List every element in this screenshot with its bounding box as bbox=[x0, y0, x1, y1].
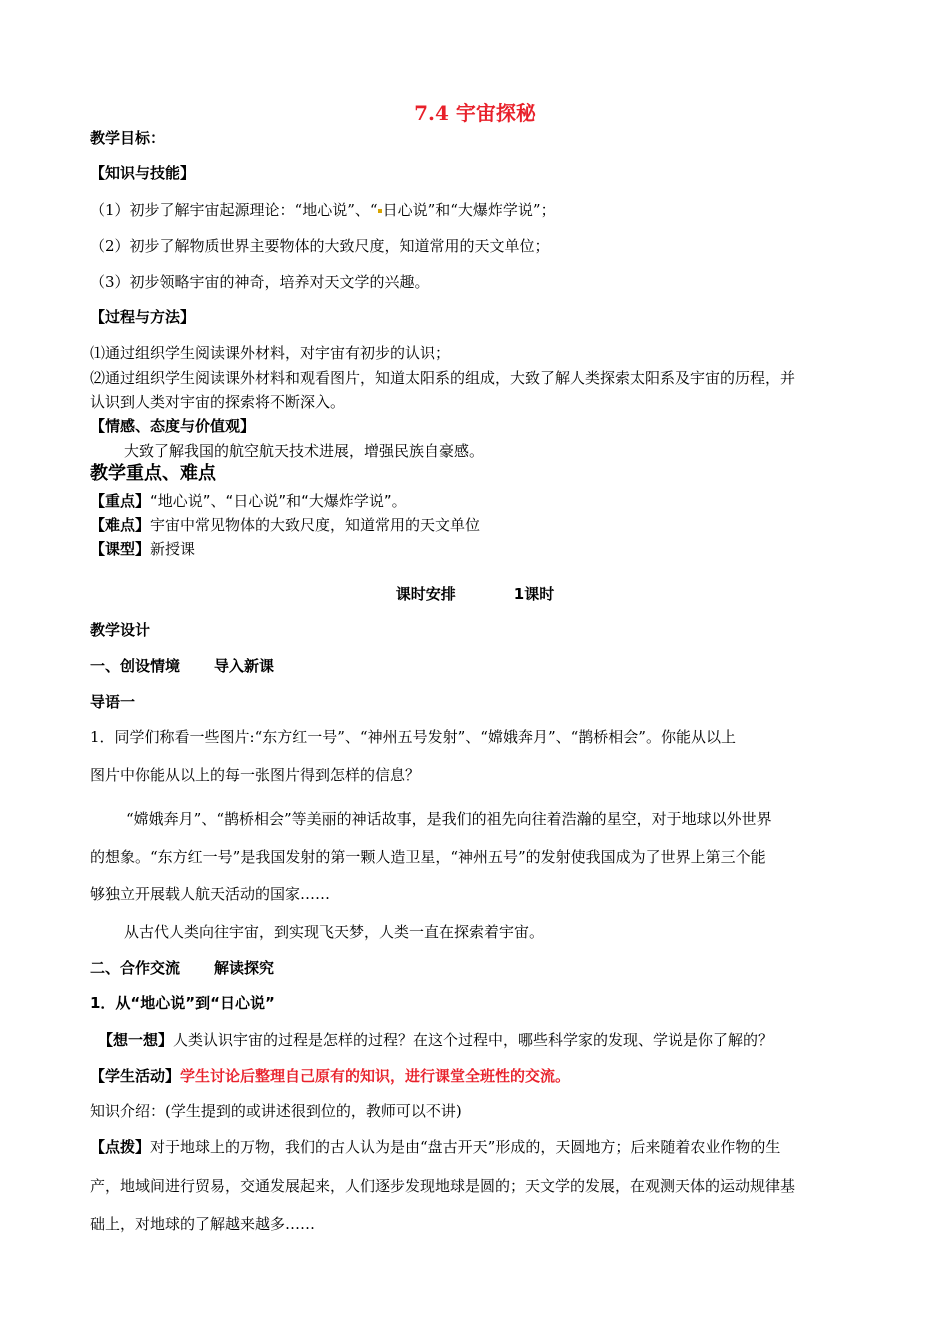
intro-line-5: 够独立开展载人航天活动的国家…… bbox=[90, 885, 331, 903]
design-heading: 教学设计 bbox=[90, 621, 151, 639]
tip-line-2: 产，地域间进行贸易，交通发展起来，人们逐步发现地球是圆的；天文学的发展，在观测天体的运动规律基 bbox=[90, 1177, 796, 1195]
process-heading: 【过程与方法】 bbox=[90, 308, 196, 326]
objectives-heading: 教学目标： bbox=[90, 129, 166, 147]
activity-label: 【学生活动】 bbox=[90, 1067, 181, 1085]
process-item-1: ⑴通过组织学生阅读课外材料，对宇宙有初步的认识； bbox=[90, 344, 451, 362]
section2-b: 解读探究 bbox=[214, 959, 275, 977]
intro-line-6: 从古代人类向往宇宙，到实现飞天梦，人类一直在探索着宇宙。 bbox=[124, 923, 545, 941]
focus-text: “地心说”、“日心说”和“大爆炸学说”。 bbox=[150, 492, 407, 510]
knowledge-item-1 bbox=[90, 200, 556, 220]
activity-line bbox=[90, 1066, 570, 1086]
intro-line-4: 的想象。“东方红一号”是我国发射的第一颗人造卫星，“神州五号”的发射使我国成为了世界上第三个能 bbox=[90, 848, 766, 866]
think-label: 【想一想】 bbox=[98, 1031, 174, 1049]
section1-heading bbox=[90, 656, 274, 676]
think-line bbox=[98, 1030, 773, 1050]
type-text: 新授课 bbox=[150, 540, 196, 558]
focus-label: 【重点】 bbox=[90, 492, 151, 510]
knowledge-item-1-part-a: （1）初步了解宇宙起源理论：“地心说”、“ bbox=[90, 201, 378, 219]
tip-line-1 bbox=[90, 1137, 780, 1157]
intro-line-1: 1．同学们称看一些图片:“东方红一号”、“神州五号发射”、“嫦娥奔月”、“鹊桥相会”。你能从以上 bbox=[90, 728, 736, 746]
knowledge-item-1-part-b: 日心说”和“大爆炸学说”； bbox=[382, 201, 556, 219]
page-title: 7.4 宇宙探秘 bbox=[414, 101, 536, 125]
difficulty-label: 【难点】 bbox=[90, 516, 151, 534]
focus-line bbox=[90, 491, 407, 511]
section1-b: 导入新课 bbox=[214, 657, 275, 675]
tip-text-1: 对于地球上的万物，我们的古人认为是由“盘古开天”形成的，天圆地方；后来随着农业作物的生 bbox=[150, 1138, 781, 1156]
tip-line-3: 础上，对地球的了解越来越多…… bbox=[90, 1215, 316, 1233]
intro-heading: 导语一 bbox=[90, 693, 136, 711]
section2-a: 二、合作交流 bbox=[90, 959, 181, 977]
sub1-heading: 1．从“地心说”到“日心说” bbox=[90, 994, 275, 1012]
intro-line-2: 图片中你能从以上的每一张图片得到怎样的信息？ bbox=[90, 766, 421, 784]
section2-heading bbox=[90, 958, 274, 978]
knowledge-item-3: （3）初步领略宇宙的神奇，培养对天文学的兴趣。 bbox=[90, 273, 430, 291]
difficulty-text: 宇宙中常见物体的大致尺度，知道常用的天文单位 bbox=[150, 516, 481, 534]
process-item-2-cont: 认识到人类对宇宙的探索将不断深入。 bbox=[90, 393, 346, 411]
activity-text: 学生讨论后整理自己原有的知识，进行课堂全班性的交流。 bbox=[180, 1067, 571, 1085]
emotion-heading: 【情感、态度与价值观】 bbox=[90, 417, 256, 435]
dot-mark bbox=[378, 209, 382, 213]
schedule-line bbox=[0, 584, 950, 604]
tip-label: 【点拨】 bbox=[90, 1138, 151, 1156]
knowledge-intro: 知识介绍：(学生提到的或讲述很到位的，教师可以不讲) bbox=[90, 1102, 462, 1120]
process-item-2: ⑵通过组织学生阅读课外材料和观看图片，知道太阳系的组成，大致了解人类探索太阳系及宇宙的历程，并 bbox=[90, 369, 796, 387]
schedule-label: 课时安排 bbox=[395, 585, 456, 603]
schedule-value: 1课时 bbox=[513, 585, 555, 603]
type-line bbox=[90, 539, 195, 559]
knowledge-item-2: （2）初步了解物质世界主要物体的大致尺度，知道常用的天文单位； bbox=[90, 237, 550, 255]
type-label: 【课型】 bbox=[90, 540, 151, 558]
key-points-heading: 教学重点、难点 bbox=[90, 463, 216, 484]
difficulty-line bbox=[90, 515, 480, 535]
emotion-text: 大致了解我国的航空航天技术进展，增强民族自豪感。 bbox=[124, 442, 485, 460]
knowledge-heading: 【知识与技能】 bbox=[90, 164, 196, 182]
intro-line-3: “嫦娥奔月”、“鹊桥相会”等美丽的神话故事，是我们的祖先向往着浩瀚的星空，对于地球以外世界 bbox=[126, 810, 772, 828]
section1-a: 一、创设情境 bbox=[90, 657, 181, 675]
think-text: 人类认识宇宙的过程是怎样的过程？在这个过程中，哪些科学家的发现、学说是你了解的？ bbox=[173, 1031, 774, 1049]
